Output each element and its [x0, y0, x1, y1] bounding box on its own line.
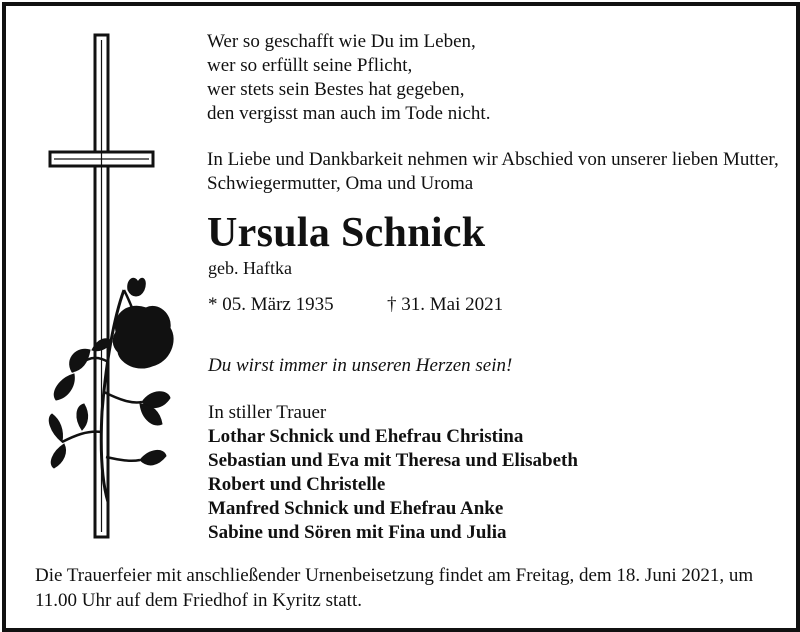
mourners-list	[208, 401, 578, 545]
poem-line: Wer so geschafft wie Du im Leben,	[207, 31, 476, 52]
memorial-poem	[207, 30, 787, 126]
rose-icon	[49, 278, 173, 502]
mourner-entry: Sebastian und Eva mit Theresa und Elisabeth	[208, 450, 578, 471]
poem-line: wer stets sein Bestes hat gegeben,	[207, 79, 465, 100]
poem-line: den vergisst man auch im Tode nicht.	[207, 103, 491, 124]
mourner-entry: Sabine und Sören mit Fina und Julia	[208, 522, 507, 543]
mourner-entry: Robert und Christelle	[208, 474, 386, 495]
death-date: † 31. Mai 2021	[387, 294, 504, 315]
cross-with-rose-artwork	[42, 32, 182, 542]
birth-date: * 05. März 1935	[208, 294, 334, 315]
memorial-motto: Du wirst immer in unseren Herzen sein!	[208, 355, 513, 376]
mourners-heading: In stiller Trauer	[208, 402, 327, 423]
maiden-name: geb. Haftka	[208, 258, 292, 278]
obituary-frame	[2, 2, 800, 632]
deceased-name: Ursula Schnick	[207, 210, 486, 256]
mourner-entry: Manfred Schnick und Ehefrau Anke	[208, 498, 504, 519]
farewell-intro: In Liebe und Dankbarkeit nehmen wir Abschied von unserer lieben Mutter, Schwiegermutter, Oma und Uroma	[207, 149, 779, 194]
funeral-notice: Die Trauerfeier mit anschließender Urnenbeisetzung findet am Freitag, dem 18. Juni 2021, um 11.00 Uhr auf dem Friedhof in Kyritz statt.	[35, 565, 754, 611]
poem-line: wer so erfüllt seine Pflicht,	[207, 55, 413, 76]
mourner-entry: Lothar Schnick und Ehefrau Christina	[208, 426, 524, 447]
